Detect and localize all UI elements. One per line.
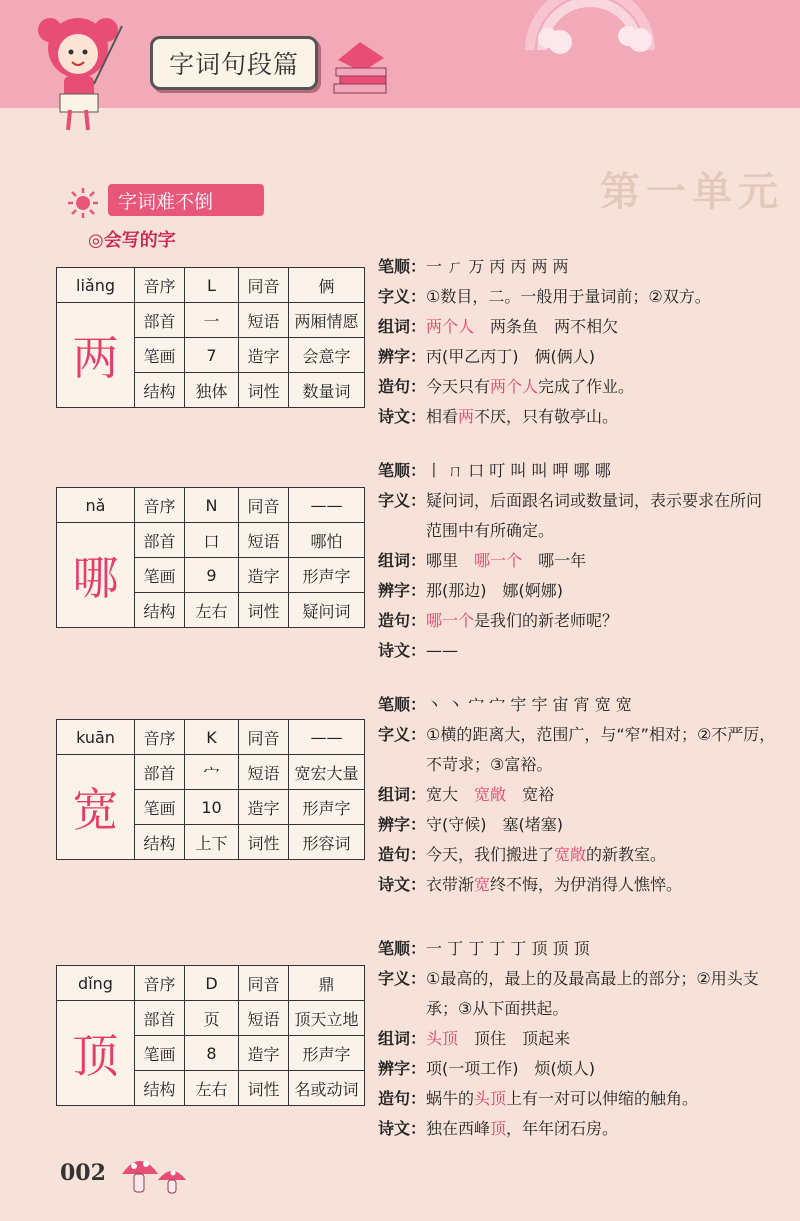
poem-highlight: 顶 [490, 1119, 507, 1138]
word: 顶住 [474, 1029, 507, 1048]
pinyin: nǎ [57, 488, 135, 523]
formation-value: 形声字 [289, 790, 365, 825]
label-homophone: 同音 [239, 488, 289, 523]
big-character: 两 [57, 303, 135, 408]
poem-label: 诗文： [378, 641, 427, 660]
entry-details [378, 456, 778, 666]
label-homophone: 同音 [239, 268, 289, 303]
stroke-order: 丶 丶 宀 宀 宇 宇 宙 宵 宽 宽 [426, 695, 632, 714]
sentence-text: 今天只有 [426, 377, 491, 396]
label-formation: 造字 [239, 558, 289, 593]
sentence-text: 的新教室。 [586, 845, 667, 864]
order-value: L [185, 268, 239, 303]
structure-value: 左右 [185, 1071, 239, 1106]
mushroom-icon [118, 1150, 190, 1196]
meaning-label: 字义： [378, 969, 427, 988]
sentence-highlight: 宽敞 [554, 845, 587, 864]
radical-value: 口 [185, 523, 239, 558]
distinguish: 守(守候) 塞(堵塞) [426, 815, 563, 834]
poem-text: ，年年闭石房。 [506, 1119, 619, 1138]
big-character: 哪 [57, 523, 135, 628]
sentence-highlight: 头顶 [474, 1089, 507, 1108]
stroke-order-label: 笔顺： [378, 695, 427, 714]
meaning-label: 字义： [378, 491, 427, 510]
structure-value: 左右 [185, 593, 239, 628]
label-order: 音序 [135, 720, 185, 755]
meaning: ①最高的，最上的及最高最上的部分；②用头支承；③从下面拱起。 [426, 969, 759, 1018]
poem-label: 诗文： [378, 875, 427, 894]
strokes-value: 7 [185, 338, 239, 373]
pos-value: 疑问词 [289, 593, 365, 628]
word: 两个人 [426, 317, 475, 336]
formation-value: 形声字 [289, 1036, 365, 1071]
stroke-order: 一 丁 丁 丁 丁 顶 顶 顶 [426, 939, 590, 958]
label-formation: 造字 [239, 790, 289, 825]
stroke-order-label: 笔顺： [378, 257, 427, 276]
poem-label: 诗文： [378, 1119, 427, 1138]
sun-icon [66, 186, 100, 220]
label-radical: 部首 [135, 1001, 185, 1036]
word: 两不相欠 [554, 317, 619, 336]
homophone-value: 俩 [289, 268, 365, 303]
sentence-text: 今天，我们搬进了 [426, 845, 555, 864]
poem-text: 相看 [426, 407, 459, 426]
structure-value: 独体 [185, 373, 239, 408]
label-strokes: 笔画 [135, 1036, 185, 1071]
sentence-text: 上有一对可以伸缩的触角。 [506, 1089, 699, 1108]
poem-text: 独在西峰 [426, 1119, 491, 1138]
meaning: 疑问词，后面跟名词或数量词，表示要求在所问范围中有所确定。 [426, 491, 763, 540]
word: 头顶 [426, 1029, 459, 1048]
phrase-value: 两厢情愿 [289, 303, 365, 338]
pos-value: 名或动词 [289, 1071, 365, 1106]
girl-teacher-icon [30, 6, 130, 138]
sentence-text: 是我们的新老师呢？ [474, 611, 619, 630]
label-pos: 词性 [239, 1071, 289, 1106]
label-structure: 结构 [135, 1071, 185, 1106]
label-order: 音序 [135, 966, 185, 1001]
word: 哪里 [426, 551, 459, 570]
label-phrase: 短语 [239, 303, 289, 338]
distinguish-label: 辨字： [378, 347, 427, 366]
pos-value: 形容词 [289, 825, 365, 860]
word: 哪一个 [474, 551, 523, 570]
stroke-order-label: 笔顺： [378, 939, 427, 958]
meaning: ①数目，二。一般用于量词前；②双方。 [426, 287, 711, 306]
sentence-highlight: 两个人 [490, 377, 539, 396]
distinguish: 丙(甲乙丙丁) 俩(俩人) [426, 347, 595, 366]
meaning-label: 字义： [378, 725, 427, 744]
word: 两条鱼 [490, 317, 539, 336]
homophone-value: —— [289, 720, 365, 755]
label-formation: 造字 [239, 1036, 289, 1071]
label-strokes: 笔画 [135, 338, 185, 373]
label-order: 音序 [135, 268, 185, 303]
sentence-label: 造句： [378, 1089, 427, 1108]
label-formation: 造字 [239, 338, 289, 373]
sentence-text: 蜗牛的 [426, 1089, 475, 1108]
words-label: 组词： [378, 551, 427, 570]
sentence-label: 造句： [378, 377, 427, 396]
character-card [56, 267, 365, 408]
pinyin: kuān [57, 720, 135, 755]
entry-details [378, 690, 778, 900]
words-label: 组词： [378, 785, 427, 804]
distinguish: 那(那边) 娜(婀娜) [426, 581, 563, 600]
label-strokes: 笔画 [135, 558, 185, 593]
label-radical: 部首 [135, 303, 185, 338]
word: 宽大 [426, 785, 459, 804]
books-icon [330, 38, 392, 96]
structure-value: 上下 [185, 825, 239, 860]
strokes-value: 10 [185, 790, 239, 825]
sentence-label: 造句： [378, 611, 427, 630]
phrase-value: 哪怕 [289, 523, 365, 558]
word: 宽裕 [522, 785, 555, 804]
character-card [56, 719, 365, 860]
pos-value: 数量词 [289, 373, 365, 408]
poem-highlight: 两 [458, 407, 475, 426]
label-radical: 部首 [135, 523, 185, 558]
poem-label: 诗文： [378, 407, 427, 426]
order-value: K [185, 720, 239, 755]
stroke-order: 一 ㄏ 万 丙 丙 两 两 [426, 257, 569, 276]
radical-value: 宀 [185, 755, 239, 790]
sentence-label: 造句： [378, 845, 427, 864]
big-character: 顶 [57, 1001, 135, 1106]
pinyin: liǎng [57, 268, 135, 303]
label-pos: 词性 [239, 825, 289, 860]
character-card [56, 965, 365, 1106]
sentence-text: 完成了作业。 [538, 377, 635, 396]
poem-text: 不厌，只有敬亭山。 [474, 407, 619, 426]
label-phrase: 短语 [239, 755, 289, 790]
label-structure: 结构 [135, 825, 185, 860]
label-structure: 结构 [135, 593, 185, 628]
meaning-label: 字义： [378, 287, 427, 306]
label-pos: 词性 [239, 593, 289, 628]
strokes-value: 9 [185, 558, 239, 593]
poem-text: —— [426, 641, 459, 660]
word: 哪一年 [538, 551, 587, 570]
section-subtitle: ◎会写的字 [88, 230, 176, 251]
sentence-highlight: 哪一个 [426, 611, 475, 630]
phrase-value: 顶天立地 [289, 1001, 365, 1036]
page-title: 字词句段篇 [150, 36, 318, 90]
distinguish-label: 辨字： [378, 581, 427, 600]
poem-highlight: 宽 [474, 875, 491, 894]
label-radical: 部首 [135, 755, 185, 790]
label-structure: 结构 [135, 373, 185, 408]
poem-text: 衣带渐 [426, 875, 475, 894]
entry-details [378, 934, 778, 1144]
pinyin: dǐng [57, 966, 135, 1001]
distinguish-label: 辨字： [378, 1059, 427, 1078]
label-homophone: 同音 [239, 720, 289, 755]
faint-unit-title: 第一单元 [600, 169, 784, 215]
label-order: 音序 [135, 488, 185, 523]
distinguish-label: 辨字： [378, 815, 427, 834]
distinguish: 项(一项工作) 烦(烦人) [426, 1059, 595, 1078]
meaning: ①横的距离大，范围广，与“窄”相对；②不严厉，不苛求；③富裕。 [426, 725, 776, 774]
label-phrase: 短语 [239, 1001, 289, 1036]
character-card [56, 487, 365, 628]
stroke-order: 丨 ㄇ 口 叮 叫 叫 呷 哪 哪 [426, 461, 611, 480]
homophone-value: —— [289, 488, 365, 523]
order-value: N [185, 488, 239, 523]
phrase-value: 宽宏大量 [289, 755, 365, 790]
radical-value: 页 [185, 1001, 239, 1036]
big-character: 宽 [57, 755, 135, 860]
label-homophone: 同音 [239, 966, 289, 1001]
rainbow-icon [520, 0, 660, 60]
stroke-order-label: 笔顺： [378, 461, 427, 480]
strokes-value: 8 [185, 1036, 239, 1071]
label-pos: 词性 [239, 373, 289, 408]
homophone-value: 鼎 [289, 966, 365, 1001]
label-strokes: 笔画 [135, 790, 185, 825]
order-value: D [185, 966, 239, 1001]
words-label: 组词： [378, 1029, 427, 1048]
page-number: 002 [60, 1160, 106, 1186]
formation-value: 形声字 [289, 558, 365, 593]
section-badge: 字词难不倒 [108, 184, 264, 216]
formation-value: 会意字 [289, 338, 365, 373]
entry-details [378, 252, 778, 432]
poem-text: 终不悔，为伊消得人憔悴。 [490, 875, 683, 894]
word: 顶起来 [522, 1029, 571, 1048]
label-phrase: 短语 [239, 523, 289, 558]
radical-value: 一 [185, 303, 239, 338]
words-label: 组词： [378, 317, 427, 336]
word: 宽敞 [474, 785, 507, 804]
